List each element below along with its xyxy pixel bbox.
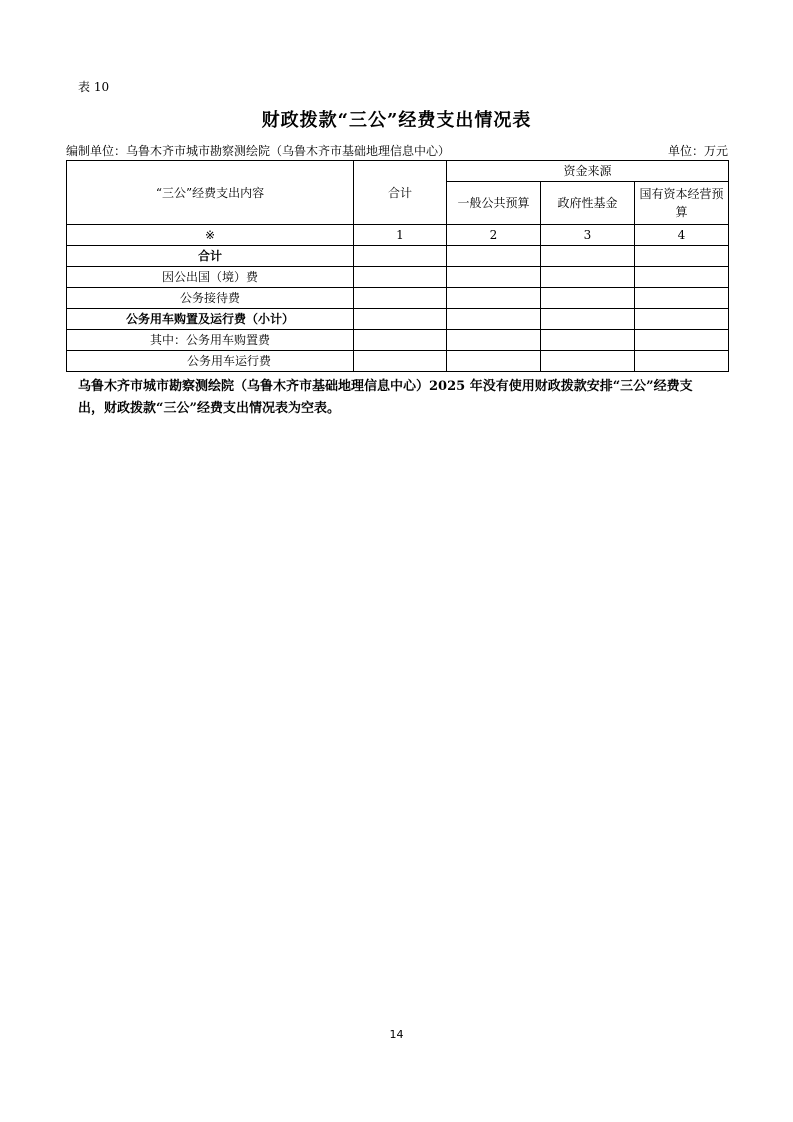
table-row <box>67 351 729 372</box>
table-row <box>67 267 729 288</box>
table-number-label: 表 10 <box>78 80 110 94</box>
empty-cell <box>447 330 541 351</box>
empty-cell <box>354 309 447 330</box>
empty-cell <box>447 246 541 267</box>
col-header-gov-fund: 政府性基金 <box>541 182 635 225</box>
empty-cell <box>354 246 447 267</box>
index-cell: ※ <box>67 225 354 246</box>
empty-cell <box>354 351 447 372</box>
row-label-vehicle-subtotal: 公务用车购置及运行费（小计） <box>67 309 354 330</box>
row-label-reception: 公务接待费 <box>67 288 354 309</box>
empty-cell <box>447 288 541 309</box>
empty-cell <box>541 267 635 288</box>
meta-row <box>66 142 728 159</box>
col-header-source: 资金来源 <box>447 161 729 182</box>
index-cell: 4 <box>635 225 729 246</box>
row-label-vehicle-purchase: 其中：公务用车购置费 <box>67 330 354 351</box>
index-cell: 1 <box>354 225 447 246</box>
empty-cell <box>541 309 635 330</box>
empty-cell <box>635 267 729 288</box>
empty-cell <box>447 351 541 372</box>
empty-cell <box>635 246 729 267</box>
header-row-1 <box>67 161 729 182</box>
empty-cell <box>541 246 635 267</box>
empty-cell <box>541 288 635 309</box>
row-label-overseas: 因公出国（境）费 <box>67 267 354 288</box>
currency-unit: 单位：万元 <box>667 144 728 158</box>
table-row <box>67 288 729 309</box>
empty-cell <box>447 267 541 288</box>
row-label-vehicle-operation: 公务用车运行费 <box>67 351 354 372</box>
empty-cell <box>447 309 541 330</box>
page-title: 财政拨款“三公”经费支出情况表 <box>261 110 532 131</box>
empty-cell <box>635 351 729 372</box>
page-number: 14 <box>389 1028 404 1041</box>
row-label-total: 合计 <box>67 246 354 267</box>
empty-cell <box>354 267 447 288</box>
empty-cell <box>541 351 635 372</box>
empty-cell <box>541 330 635 351</box>
empty-cell <box>354 330 447 351</box>
index-row <box>67 225 729 246</box>
empty-cell <box>635 309 729 330</box>
col-header-state-capital: 国有资本经营预算 <box>635 182 729 225</box>
col-header-general-budget: 一般公共预算 <box>447 182 541 225</box>
index-cell: 2 <box>447 225 541 246</box>
compiling-unit: 编制单位：乌鲁木齐市城市勘察测绘院（乌鲁木齐市基础地理信息中心） <box>66 144 451 158</box>
index-cell: 3 <box>541 225 635 246</box>
table-row <box>67 309 729 330</box>
col-header-total: 合计 <box>354 161 447 225</box>
empty-cell <box>635 288 729 309</box>
empty-cell <box>635 330 729 351</box>
empty-table-note: 乌鲁木齐市城市勘察测绘院（乌鲁木齐市基础地理信息中心）2025 年没有使用财政拨款安排“三公”经费支出，财政拨款“三公”经费支出情况表为空表。 <box>78 379 693 416</box>
table-row <box>67 330 729 351</box>
empty-cell <box>354 288 447 309</box>
col-header-content: “三公”经费支出内容 <box>67 161 354 225</box>
table-row <box>67 246 729 267</box>
fee-table <box>66 160 729 372</box>
